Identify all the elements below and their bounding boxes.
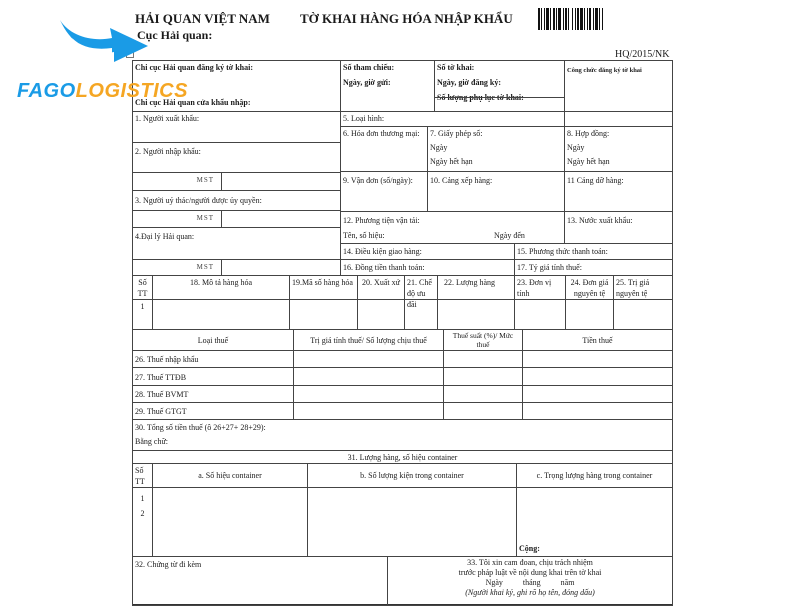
goods-header-hs-code (289, 275, 358, 300)
declaration-signature-cell[interactable] (387, 556, 673, 606)
blank-cell (564, 111, 673, 127)
goods-header-no (132, 275, 153, 300)
tax-header-amount-text: Tiền thuế (582, 336, 613, 345)
goods-row-no (132, 299, 153, 330)
arrow-logo-icon (52, 18, 152, 68)
field-5-label: 5. Loại hình: (343, 114, 385, 123)
tax-row-vat-text: 29. Thuế GTGT (135, 407, 187, 416)
reference-cell[interactable] (340, 60, 435, 112)
sent-datetime-label: Ngày, giờ gửi: (343, 78, 391, 87)
field-10-cell[interactable] (427, 171, 565, 212)
field-17-cell[interactable] (514, 259, 673, 276)
importer-cell[interactable] (132, 142, 341, 173)
container-header-no-text: Số TT (135, 466, 145, 486)
goods-row-description[interactable] (152, 299, 290, 330)
declaration-no-label: Số tờ khai: (437, 63, 475, 72)
container-weight-input[interactable] (516, 487, 673, 557)
exporter-cell[interactable] (132, 111, 341, 143)
container-header-no (132, 463, 153, 488)
tax-header-type (132, 329, 294, 351)
tax-total-cell[interactable] (132, 419, 673, 451)
field-7-date-label: Ngày (430, 143, 448, 152)
appendix-count-label: Số lượng phụ lục tờ khai: (437, 93, 524, 102)
container-row-2-no: 2 (140, 509, 145, 518)
field-13-cell[interactable] (564, 211, 673, 244)
tax-row-vat-amount[interactable] (522, 402, 673, 420)
field-14-label: 14. Điều kiện giao hàng: (343, 247, 422, 256)
container-header-number-text: a. Số hiệu container (198, 471, 262, 480)
officer-label: Công chức đăng ký tờ khai (567, 67, 642, 74)
field-13-label: 13. Nước xuất khẩu: (567, 216, 633, 225)
goods-header-unit (514, 275, 566, 300)
agent-mst-label-cell (132, 259, 222, 276)
container-header-weight (516, 463, 673, 488)
trustor-mst-label-cell (132, 210, 222, 228)
importer-mst-label: MST (196, 176, 214, 184)
tax-row-special-rate[interactable] (443, 367, 523, 386)
field-15-label: 15. Phương thức thanh toán: (517, 247, 608, 256)
brand-part-2: LOGISTICS (75, 80, 188, 102)
attached-docs-label: 32. Chứng từ đi kèm (135, 560, 202, 569)
tax-row-special-amount[interactable] (522, 367, 673, 386)
field-16-cell[interactable] (340, 259, 515, 276)
field-5-cell[interactable] (340, 111, 565, 127)
tax-header-base (293, 329, 444, 351)
importer-mst-label-cell (132, 172, 222, 191)
goods-header-origin (357, 275, 405, 300)
declaration-no-cell[interactable] (434, 60, 565, 112)
goods-row-unit[interactable] (514, 299, 566, 330)
tax-row-vat-rate[interactable] (443, 402, 523, 420)
goods-header-unit-price (565, 275, 614, 300)
goods-row-hs-code[interactable] (289, 299, 358, 330)
attached-docs-cell[interactable] (132, 556, 388, 606)
container-row-1-no: 1 (140, 494, 145, 503)
goods-row-value[interactable] (613, 299, 673, 330)
field-7-expiry-label: Ngày hết hạn (430, 157, 473, 166)
brand-part-1: FAGO (17, 80, 76, 102)
registered-datetime-label: Ngày, giờ đăng ký: (437, 78, 501, 87)
container-header-packages (307, 463, 517, 488)
trustor-cell[interactable] (132, 190, 341, 211)
field-7-cell[interactable] (427, 126, 565, 172)
tax-row-vat-base[interactable] (293, 402, 444, 420)
trustor-label: 3. Người uỷ thác/người được ủy quyền: (135, 196, 262, 205)
trustor-mst-label: MST (196, 214, 214, 222)
exporter-label: 1. Người xuất khẩu: (135, 114, 200, 123)
field-11-cell[interactable] (564, 171, 673, 212)
goods-header-description-text: 18. Mô tả hàng hóa (190, 278, 252, 287)
field-8-date-label: Ngày (567, 143, 585, 152)
field-10-label: 10. Cảng xếp hàng: (430, 176, 493, 185)
goods-row-unit-price[interactable] (565, 299, 614, 330)
reference-no-label: Số tham chiếu: (343, 63, 395, 72)
agent-label: 4.Đại lý Hải quan: (135, 232, 195, 241)
goods-header-unit-text: 23. Đơn vị tính (517, 278, 552, 298)
container-section-title (132, 450, 673, 464)
border-office-label: Chi cục Hải quan cửa khẩu nhập: (135, 98, 251, 107)
department-label: Cục Hải quan: (137, 28, 213, 42)
container-packages-input[interactable] (307, 487, 517, 557)
tax-header-rate (443, 329, 523, 351)
field-14-cell[interactable] (340, 243, 515, 260)
importer-mst-input[interactable] (221, 172, 341, 191)
agent-mst-input[interactable] (221, 259, 341, 276)
importer-label: 2. Người nhập khẩu: (135, 147, 201, 156)
tax-in-words-label: Bằng chữ: (135, 437, 168, 446)
tax-total-label: 30. Tổng số tiền thuế (ô 26+27+ 28+29): (135, 423, 266, 432)
container-number-input[interactable] (152, 487, 308, 557)
goods-header-origin-text: 20. Xuất xứ (362, 278, 400, 287)
divider (434, 97, 565, 98)
field-7-label: 7. Giấy phép số: (430, 129, 483, 138)
field-8-expiry-label: Ngày hết hạn (567, 157, 610, 166)
goods-header-unit-price-text: 24. Đơn giá nguyên tệ (570, 278, 609, 298)
goods-header-description (152, 275, 290, 300)
goods-header-no-text: Số TT (137, 278, 148, 298)
goods-header-value-text: 25. Trị giá nguyên tệ (616, 278, 650, 298)
tax-header-base-text: Trị giá tính thuế/ Số lượng chịu thuế (310, 336, 427, 345)
field-11-label: 11 Cảng dỡ hàng: (567, 176, 624, 185)
agency-name: HẢI QUAN VIỆT NAM (135, 11, 270, 26)
container-row-numbers (132, 487, 153, 557)
page-title: TỜ KHAI HÀNG HÓA NHẬP KHẨU (300, 11, 513, 26)
goods-header-preference (404, 275, 438, 309)
field-6-label: 6. Hóa đơn thương mại: (343, 129, 420, 138)
goods-row-origin[interactable] (357, 299, 405, 330)
tax-row-vat-label (132, 402, 294, 420)
container-section-title-text: 31. Lượng hàng, số hiệu container (347, 453, 458, 462)
tax-row-special-base[interactable] (293, 367, 444, 386)
tax-row-special-text: 27. Thuế TTĐB (135, 373, 187, 382)
tax-row-environment-amount[interactable] (522, 385, 673, 403)
container-header-weight-text: c. Trọng lượng hàng trong container (536, 471, 653, 480)
field-6-cell[interactable] (340, 126, 428, 172)
field-16-label: 16. Đồng tiền thanh toán: (343, 263, 425, 272)
brand-logo (17, 80, 188, 103)
container-header-packages-text: b. Số lượng kiện trong container (360, 471, 464, 480)
container-sum-label: Cộng: (519, 544, 540, 553)
tax-row-import-label (132, 350, 294, 368)
field-9-label: 9. Vận đơn (số/ngày): (343, 176, 413, 185)
tax-header-rate-text: Thuế suất (%)/ Mức thuế (452, 331, 514, 349)
container-header-number (152, 463, 308, 488)
tax-row-environment-label (132, 385, 294, 403)
form-code: HQ/2015/NK (615, 49, 670, 60)
tax-header-type-text: Loại thuế (197, 336, 229, 345)
field-15-cell[interactable] (514, 243, 673, 260)
field-12-label: 12. Phương tiện vận tải: (343, 216, 420, 225)
trustor-mst-input[interactable] (221, 210, 341, 228)
tax-row-environment-base[interactable] (293, 385, 444, 403)
tax-row-environment-text: 28. Thuế BVMT (135, 390, 189, 399)
goods-row-no-text: 1 (140, 302, 145, 311)
declaration-date-line: Ngày tháng năm (485, 578, 575, 587)
goods-header-preference-text: 21. Chế độ ưu đãi (407, 278, 432, 309)
tax-header-amount (522, 329, 673, 351)
field-12-arrival-label: Ngày đến (494, 231, 525, 240)
field-12-name-label: Tên, số hiệu: (343, 231, 385, 240)
field-17-label: 17. Tỷ giá tính thuế: (517, 263, 582, 272)
goods-row-quantity[interactable] (437, 299, 515, 330)
declaration-line-1: 33. Tôi xin cam đoan, chịu trách nhiệm (467, 558, 593, 567)
tax-row-import-rate[interactable] (443, 350, 523, 368)
registering-office-label: Chi cục Hải quan đăng ký tờ khai: (135, 63, 254, 72)
goods-row-preference[interactable] (404, 299, 438, 330)
declaration-line-2: trước pháp luật về nội dung khai trên tờ khai (458, 568, 602, 577)
tax-row-import-text: 26. Thuế nhập khẩu (135, 355, 199, 364)
goods-header-value (613, 275, 673, 300)
field-9-cell[interactable] (340, 171, 428, 212)
agent-cell[interactable] (132, 227, 341, 260)
tax-row-import-amount[interactable] (522, 350, 673, 368)
tax-row-import-base[interactable] (293, 350, 444, 368)
goods-header-quantity (437, 275, 515, 300)
field-8-cell[interactable] (564, 126, 673, 172)
field-8-label: 8. Hợp đồng: (567, 129, 610, 138)
signature-note: (Người khai ký, ghi rõ họ tên, đóng dấu) (465, 588, 595, 597)
tax-row-special-label (132, 367, 294, 386)
tax-row-environment-rate[interactable] (443, 385, 523, 403)
goods-header-hs-code-text: 19.Mã số hàng hóa (292, 278, 353, 287)
agent-mst-label: MST (196, 263, 214, 271)
field-12-cell[interactable] (340, 211, 565, 244)
barcode (538, 8, 658, 30)
officer-cell[interactable] (564, 60, 673, 112)
goods-header-quantity-text: 22. Lượng hàng (444, 278, 496, 287)
